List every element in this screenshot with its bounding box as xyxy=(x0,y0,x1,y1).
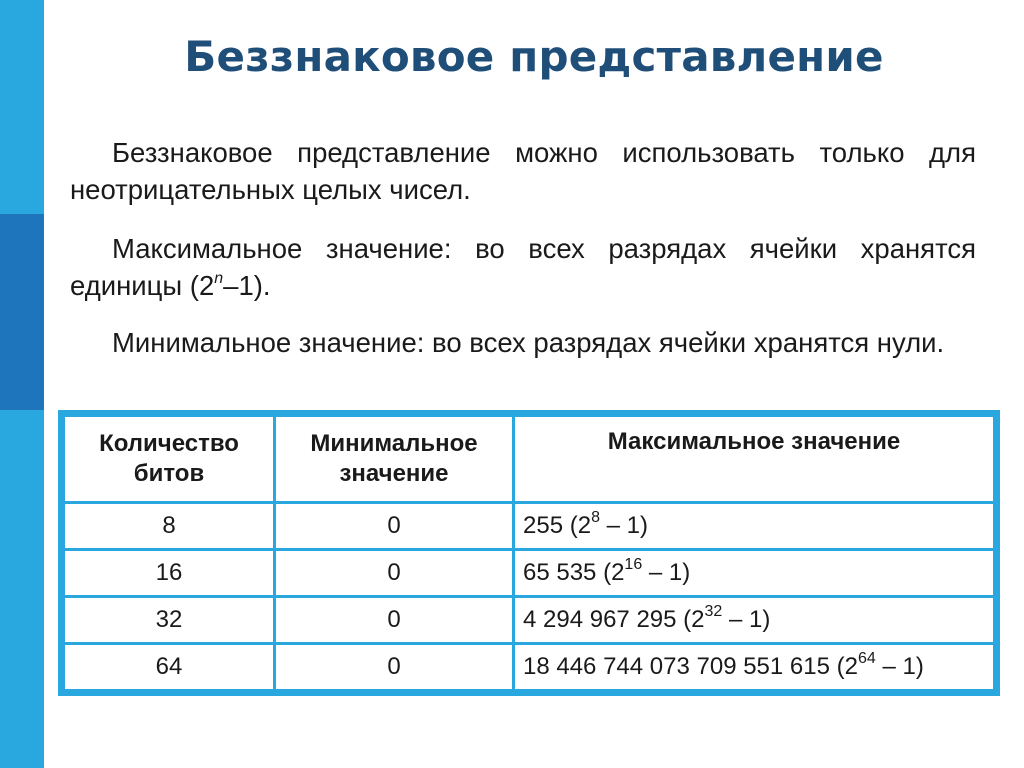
header-max: Максимальное значение xyxy=(514,416,995,503)
side-accent-bar-dark-segment xyxy=(0,214,44,410)
ranges-table xyxy=(62,414,996,692)
cell-min: 0 xyxy=(275,644,514,691)
cell-bits: 16 xyxy=(64,550,275,597)
table-header-row xyxy=(64,416,995,503)
header-bits: Количество битов xyxy=(64,416,275,503)
ranges-table-frame xyxy=(58,410,1000,696)
side-accent-bar xyxy=(0,0,44,768)
cell-max: 255 $(2^8 - 1)$ xyxy=(514,503,995,550)
formula-base: 2 xyxy=(198,270,215,301)
slide-title: Беззнаковое представление xyxy=(184,32,884,81)
cell-min: 0 xyxy=(275,550,514,597)
header-min: Минимальное значение xyxy=(275,416,514,503)
paragraph-max-value-text: Максимальное значение: во всех разрядах ячейки хранятся единицы ( xyxy=(70,233,976,301)
cell-max: 65 535 $(2^{16} - 1)$ xyxy=(514,550,995,597)
cell-bits: 8 xyxy=(64,503,275,550)
cell-bits: 64 xyxy=(64,644,275,691)
table-row xyxy=(64,503,995,550)
table-row xyxy=(64,550,995,597)
formula-tail: –1). xyxy=(223,270,271,301)
paragraph-unsigned-usage: Беззнаковое представление можно использовать только для неотрицательных целых чисел. xyxy=(70,137,976,205)
cell-max: 4 294 967 295 $(2^{32} - 1)$ xyxy=(514,597,995,644)
table-row xyxy=(64,644,995,691)
paragraph-min-value: Минимальное значение: во всех разрядах ячейки хранятся нули. xyxy=(112,327,945,358)
paragraph-max-value xyxy=(70,230,976,304)
cell-bits: 32 xyxy=(64,597,275,644)
table-row xyxy=(64,597,995,644)
cell-min: 0 xyxy=(275,597,514,644)
cell-min: 0 xyxy=(275,503,514,550)
cell-max: 18 446 744 073 709 551 615 $(2^{64} - 1)$ xyxy=(514,644,995,691)
formula-exponent: n xyxy=(214,269,224,287)
